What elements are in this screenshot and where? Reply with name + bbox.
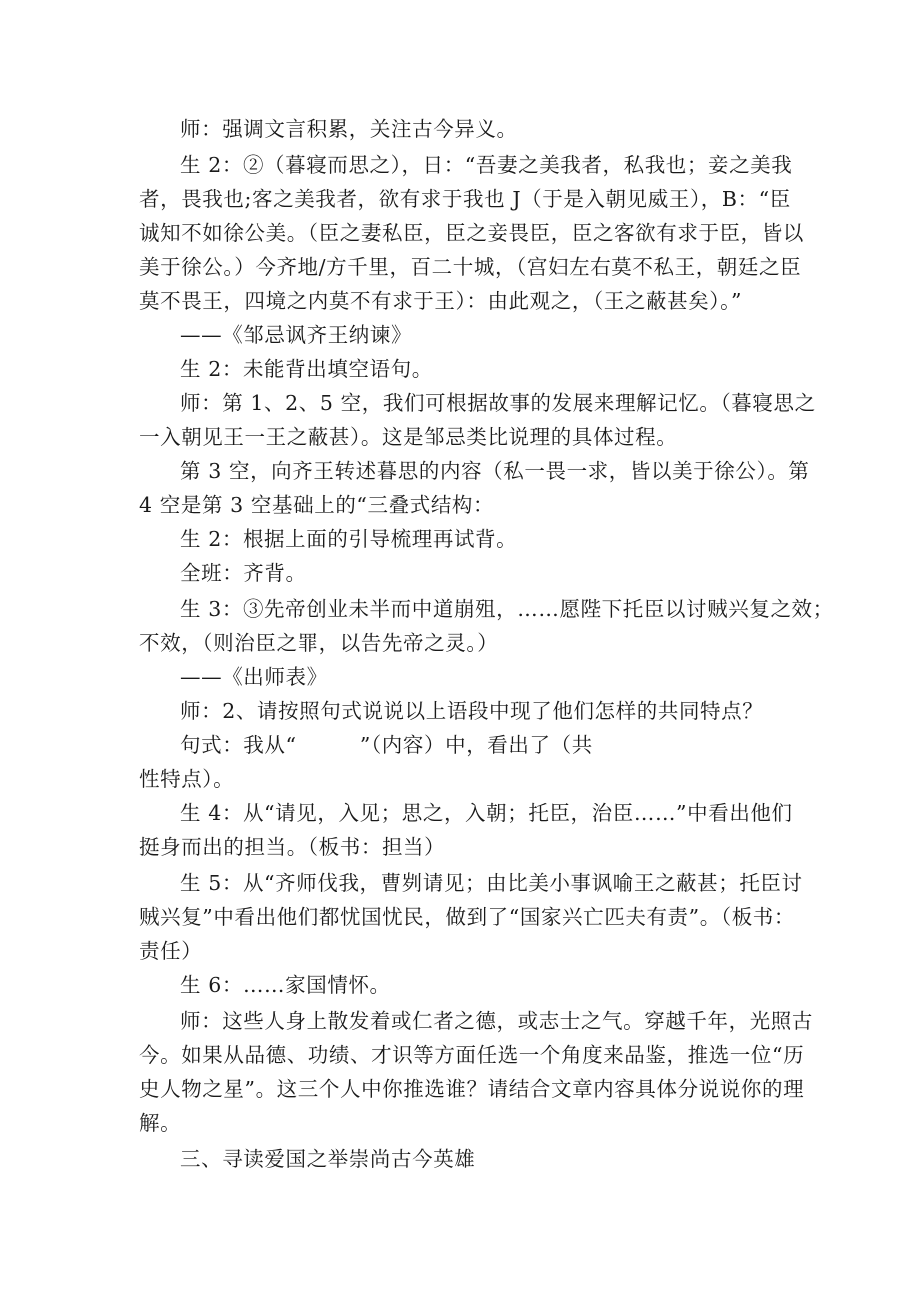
- paragraph-line: 挺身而出的担当。（板书：担当）: [139, 835, 446, 859]
- paragraph-line: 解。: [139, 1111, 182, 1135]
- paragraph-line: 生 4：从“请见，入见；思之，入朝；托臣，治臣……”中看出他们: [180, 801, 793, 825]
- paragraph-line: 师：这些人身上散发着或仁者之德，或志士之气。穿越千年，光照古: [180, 1009, 813, 1033]
- paragraph-line: 第 3 空，向齐王转述暮思的内容（私一畏一求，皆以美于徐公）。第: [180, 459, 810, 483]
- paragraph-line: 师：第 1、2、5 空，我们可根据故事的发展来理解记忆。（暮寝思之: [180, 391, 816, 415]
- paragraph-line: 贼兴复”中看出他们都忧国忧民，做到了“国家兴亡匹夫有责”。（板书：: [139, 905, 795, 929]
- paragraph-line: 师：2、请按照句式说说以上语段中现了他们怎样的共同特点？: [180, 699, 764, 723]
- paragraph-line: 史人物之星”。这三个人中你推选谁？请结合文章内容具体分说说你的理: [139, 1077, 805, 1101]
- paragraph-line: 莫不畏王，四境之内莫不有求于王）：由此观之，（王之蔽甚矣）。”: [139, 289, 743, 313]
- paragraph-line: 性特点）。: [139, 767, 235, 791]
- paragraph-line: 生 2：未能背出填空语句。: [180, 357, 433, 381]
- paragraph-line: 不效，（则治臣之罪，以告先帝之灵。）: [139, 631, 499, 655]
- paragraph-line: 句式：我从“ ”（内容）中，看出了（共: [180, 733, 593, 757]
- paragraph-line: 生 3：③先帝创业未半而中道崩殂，……愿陛下托臣以讨贼兴复之效；: [180, 597, 834, 621]
- paragraph-line: 生 2：根据上面的引导梳理再试背。: [180, 527, 518, 551]
- paragraph-line: 今。如果从品德、功绩、才识等方面任选一个角度来品鉴，推选一位“历: [139, 1043, 805, 1067]
- paragraph-line: 生 6：……家国情怀。: [180, 973, 391, 997]
- paragraph-line: 者，畏我也;客之美我者，欲有求于我也 J（于是入朝见威王），B：“臣: [139, 187, 791, 211]
- section-heading: 三、寻读爱国之举崇尚古今英雄: [180, 1147, 476, 1171]
- paragraph-line: 4 空是第 3 空基础上的“三叠式结构：: [139, 493, 495, 517]
- paragraph-line: 师：强调文言积累，关注古今异义。: [180, 117, 518, 141]
- paragraph-line: 全班：齐背。: [180, 561, 307, 585]
- paragraph-line: 诚知不如徐公美。（臣之妻私臣，臣之妾畏臣，臣之客欲有求于臣，皆以: [139, 221, 804, 245]
- paragraph-line: 生 5：从“齐师伐我，曹刿请见；由比美小事讽喻王之蔽甚；托臣讨: [180, 871, 803, 895]
- paragraph-line: 生 2：②（暮寝而思之），日：“吾妻之美我者，私我也；妾之美我: [180, 153, 793, 177]
- source-citation: ——《邹忌讽齐王纳谏》: [180, 323, 413, 347]
- paragraph-line: 责任）: [139, 939, 203, 963]
- source-citation: ——《出师表》: [180, 665, 328, 689]
- paragraph-line: 一入朝见王一王之蔽甚）。这是邹忌类比说理的具体过程。: [139, 425, 678, 449]
- paragraph-line: 美于徐公。）今齐地/方千里，百二十城，（宫妇左右莫不私王，朝廷之臣: [139, 255, 802, 279]
